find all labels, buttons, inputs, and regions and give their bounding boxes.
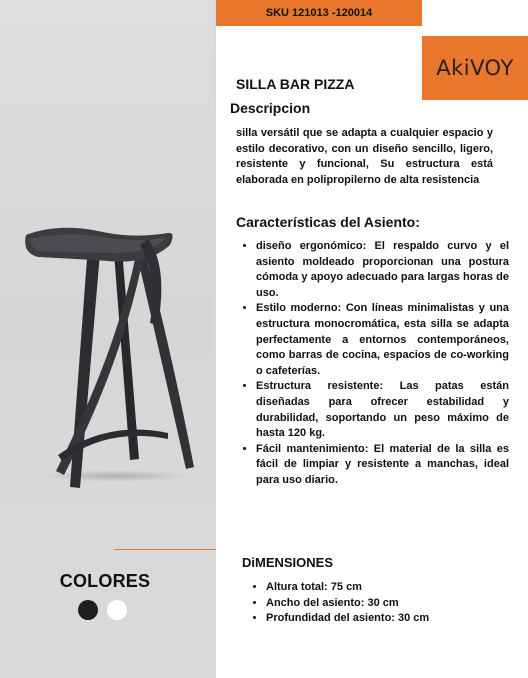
color-swatch-white[interactable] <box>107 600 127 620</box>
dimensions-list <box>250 580 429 627</box>
brand-logo-text: AkiVOY <box>436 56 514 80</box>
features-list <box>240 239 509 489</box>
dimension-item: • Altura total: 75 cm <box>266 580 429 596</box>
description-body: silla versátil que se adapta a cualquier espacio y estilo decorativo, con un diseño sencillo, ligero, resistente y funcional, Su estructura está elaborada en polipropilerno de alta resistencia <box>236 127 493 186</box>
bar-stool-image <box>18 205 208 495</box>
product-name: SILLA BAR PIZZA <box>236 76 355 92</box>
features-title: Características del Asiento: <box>236 214 420 230</box>
left-panel <box>0 0 216 678</box>
feature-item: • Fácil mantenimiento: El material de la silla es fácil de limpiar y resistente a manchas, ideal para uso diario. <box>256 442 509 489</box>
feature-item: • diseño ergonómico: El respaldo curvo y el asiento moldeado proporcionan una postura cómoda y apoyo adecuado para largas horas de uso. <box>256 239 509 301</box>
divider-line <box>114 549 216 550</box>
color-swatches <box>78 600 127 620</box>
description-title: Descripcion <box>230 100 311 116</box>
feature-item: • Estilo moderno: Con líneas minimalistas y una estructura monocromática, esta silla se adapta perfectamente a entornos contemporáneos, como barras de cocina, espacios de co-working o cafeterías. <box>256 301 509 379</box>
feature-item: • Estructura resistente: Las patas están diseñadas para ofrecer estabilidad y durabilidad, soportando un peso máximo de hasta 120 kg. <box>256 379 509 441</box>
color-swatch-black[interactable] <box>78 600 98 620</box>
product-photo <box>0 0 214 528</box>
brand-logo <box>422 36 528 100</box>
sku-bar: SKU 121013 -120014 <box>216 0 422 26</box>
dimension-item: • Ancho del asiento: 30 cm <box>266 596 429 612</box>
dimensions-title: DiMENSIONES <box>242 555 334 570</box>
colors-title: COLORES <box>59 571 151 591</box>
dimension-item: • Profundidad del asiento: 30 cm <box>266 611 429 627</box>
